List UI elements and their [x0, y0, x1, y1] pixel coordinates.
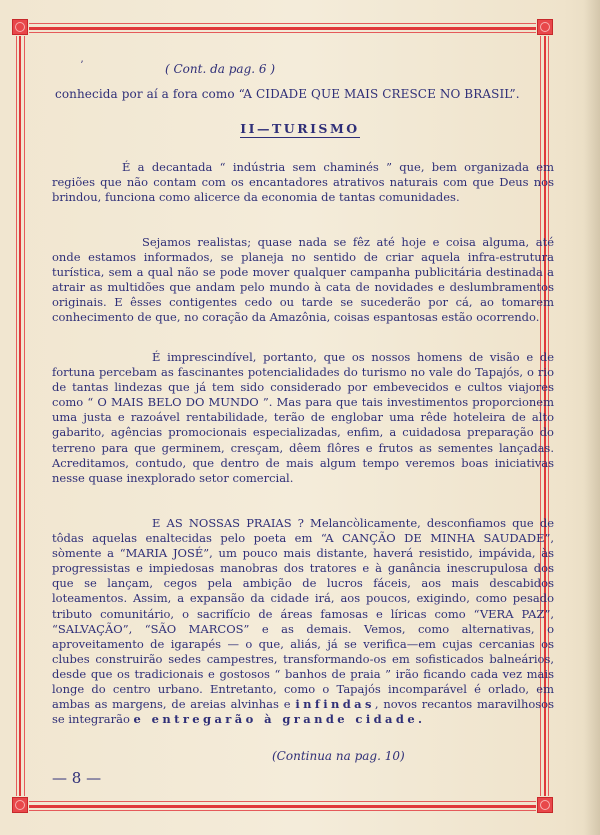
- margin-mark: ʼ: [80, 60, 84, 71]
- border-line: [29, 27, 536, 30]
- section-title: [0, 121, 600, 136]
- border-line: [29, 32, 536, 33]
- border-line: [16, 36, 17, 796]
- continued-text-line: conhecida por aí a fora como “A CIDADE QUE MAIS CRESCE NO BRASIL”.: [55, 87, 520, 101]
- border-line: [29, 23, 536, 24]
- page-number: — 8 —: [52, 769, 102, 787]
- continued-from-note: ( Cont. da pag. 6 ): [165, 62, 276, 76]
- spaced-word: infindas: [295, 697, 375, 712]
- spaced-phrase: e entregarão à grande cidade.: [133, 712, 426, 727]
- paragraph-4: [52, 516, 554, 727]
- border-line: [29, 805, 536, 808]
- paragraph-4-text: E AS NOSSAS PRAIAS ? Melancòlicamente, desconfiamos que de tôdas aquelas enaltecidas pelo poeta em “A CANÇÃO DE MINHA SAUDADE”, sòmente a “MARIA JOSÉ”, um pouco mais distante, haverá resistido, impávida, às progressistas e impiedosas manobras dos tratores e à ganância inescrupulosa dos que se lançam, cegos pela ambição de lucros fáceis, aos mais descabidos loteamentos. Assim, a expansão da cidade irá, aos poucos, exigindo, como pesado tributo comunitário, o sacrifício de áreas famosas e líricas como “VERA PAZ”, “SALVAÇÃO”, “SÃO MARCOS” e as demais. Vemos, como alternativas, o aproveitamento de igarapés — o que, aliás, já se verifica—em cujas cercanias os clubes construirão sedes campestres, transformando-os em sofisticados balneários, desde que os tradicionais e gostosos “ banhos de praia ” irão ficando cada vez mais longe do centro urbano. Entretanto, como o Tapajós incomparável é orlado, em ambas as margens, de areias alvinhas e: [52, 516, 554, 712]
- continued-on-note: (Continua na pag. 10): [272, 749, 405, 763]
- corner-ornament-icon: [537, 797, 553, 813]
- border-line: [29, 801, 536, 802]
- corner-ornament-icon: [12, 19, 28, 35]
- border-line: [19, 36, 21, 796]
- corner-ornament-icon: [537, 19, 553, 35]
- paragraph-1: É a decantada “ indústria sem chaminés ” que, bem organizada em regiões que não contam com os encantadores atrativos naturais com que Deus nos brindou, funciona como alicerce da economia de tantas comunidades.: [52, 160, 554, 205]
- border-line: [24, 36, 25, 796]
- border-line: [29, 810, 536, 811]
- paragraph-2: Sejamos realistas; quase nada se fêz até hoje e coisa alguma, até onde estamos informados, se planeja no sentido de criar aquela infra-estrutura turística, sem a qual não se pode mover qualquer campanha publicitária destinada a atrair as multidões que andam pelo mundo à cata de novidades e deslumbramentos originais. E êsses contigentes cedo ou tarde se sucederão por cá, ao tomarem conhecimento de que, no coração da Amazônia, coisas espantosas estão ocorrendo.: [52, 235, 554, 325]
- section-title-text: II—TURISMO: [240, 121, 360, 136]
- corner-ornament-icon: [12, 797, 28, 813]
- paragraph-3: É imprescindível, portanto, que os nossos homens de visão e de fortuna percebam as fascinantes potencialidades do turismo no vale do Tapajós, o rio de tantas lindezas que já tem sido considerado por embevecidos e cultos viajores como “ O MAIS BELO DO MUNDO ”. Mas para que tais investimentos proporcionem uma justa e razoável rentabilidade, terão de englobar uma rêde hoteleira de alto gabarito, agências promocionais especializadas, enfim, a cuidadosa preparação do terreno para que germinem, cresçam, dêem flôres e frutos as sementes lançadas. Acreditamos, contudo, que dentro de mais algum tempo veremos boas iniciativas nesse quase inexplorado setor comercial.: [52, 350, 554, 485]
- paragraph-4-middle: , novos recantos maravilhosos se integrarão: [52, 697, 554, 727]
